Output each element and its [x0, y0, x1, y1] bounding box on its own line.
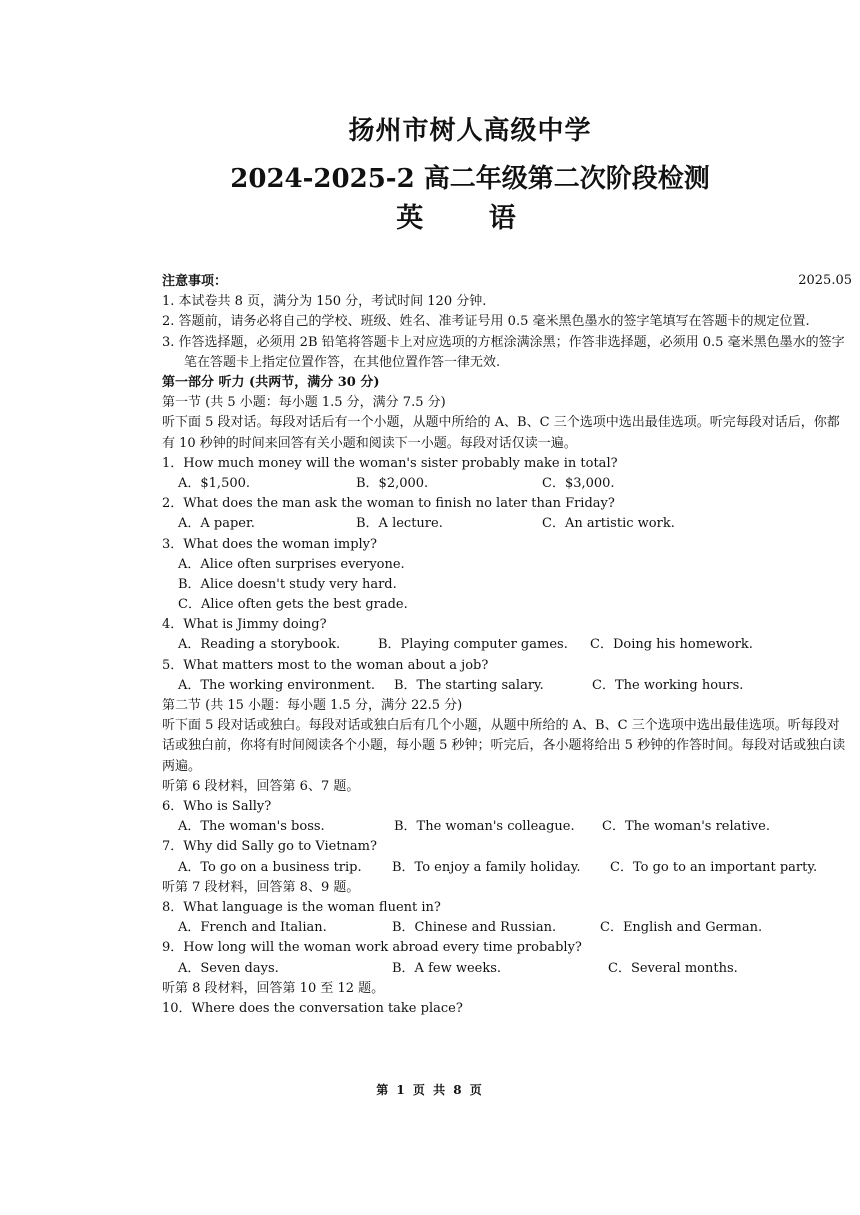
question-7: 7．Why did Sally go to Vietnam?	[162, 839, 377, 855]
exam-title: 2024-2025-2 高二年级第二次阶段检测	[230, 164, 710, 194]
material-6-note: 听第 6 段材料，回答第 6、7 题。	[162, 778, 360, 794]
question-9-options	[162, 959, 852, 979]
question-3-option-c: C．Alice often gets the best grade.	[178, 597, 408, 613]
section2-instructions: 听下面 5 段对话或独白。每段对话或独白后有几个小题，从题中所给的 A、B、C 三个选项中选出最佳选项。听每段对话或独白前，你将有时间阅读各个小题，每小题 5 秒钟；听完后，各小题将给出 5 秒钟的作答时间。每段对话或独白读两遍。	[162, 718, 846, 774]
question-6: 6．Who is Sally?	[162, 799, 272, 814]
option-b: B．The starting salary.	[394, 677, 544, 693]
option-a: A．$1,500.	[178, 475, 251, 491]
option-b: B．A lecture.	[356, 516, 443, 532]
question-2: 2．What does the man ask the woman to finish no later than Friday?	[162, 496, 615, 512]
option-c: C．The woman's relative.	[602, 819, 770, 835]
question-4-options	[162, 635, 852, 655]
question-4: 4．What is Jimmy doing?	[162, 617, 327, 633]
option-b: B．Chinese and Russian.	[392, 920, 557, 936]
school-name: 扬州市树人高级中学	[348, 116, 592, 146]
question-5-options	[162, 676, 852, 696]
question-3: 3．What does the woman imply?	[162, 536, 377, 552]
part1-title: 第一部分 听力 (共两节，满分 30 分)	[162, 374, 380, 390]
option-c: C．The working hours.	[592, 677, 744, 693]
material-7-note: 听第 7 段材料，回答第 8、9 题。	[162, 879, 360, 895]
question-8: 8．What language is the woman fluent in?	[162, 899, 441, 915]
option-a: A．Seven days.	[178, 960, 279, 976]
section1-title: 第一节 (共 5 小题：每小题 1.5 分，满分 7.5 分)	[162, 395, 446, 411]
option-b: B．The woman's colleague.	[394, 819, 575, 835]
notice-item-1: 1. 本试卷共 8 页，满分为 150 分，考试时间 120 分钟.	[162, 294, 487, 310]
notice-item-2: 2. 答题前，请务必将自己的学校、班级、姓名、准考证号用 0.5 毫米黑色墨水的签字笔填写在答题卡的规定位置.	[162, 314, 810, 330]
notice-item-3: 3. 作答选择题，必须用 2B 铅笔将答题卡上对应选项的方框涂满涂黑；作答非选择题，必须用 0.5 毫米黑色墨水的签字笔在答题卡上指定位置作答，在其他位置作答一律无效.	[162, 334, 845, 370]
option-b: B．Playing computer games.	[378, 637, 568, 653]
option-b: B．$2,000.	[356, 475, 429, 491]
question-8-options	[162, 918, 852, 938]
option-c: C．English and German.	[600, 920, 763, 936]
option-b: B．To enjoy a family holiday.	[392, 859, 581, 875]
subject-title: 英 语	[396, 203, 544, 234]
option-b: B．A few weeks.	[392, 960, 502, 976]
question-10: 10．Where does the conversation take place?	[162, 1000, 463, 1016]
question-2-options	[162, 514, 852, 534]
question-6-options	[162, 817, 852, 837]
question-3-option-a: A．Alice often surprises everyone.	[178, 556, 405, 572]
option-c: C．Doing his homework.	[590, 637, 753, 653]
page-footer: 第 1 页 共 8 页	[376, 1083, 484, 1097]
option-a: A．A paper.	[178, 516, 255, 532]
question-3-option-b: B．Alice doesn't study very hard.	[178, 576, 397, 592]
question-1: 1．How much money will the woman's sister probably make in total?	[162, 455, 618, 471]
exam-body	[162, 272, 852, 1019]
option-c: C．Several months.	[608, 960, 738, 976]
option-c: C．An artistic work.	[542, 516, 675, 532]
option-a: A．The working environment.	[178, 677, 376, 693]
section2-title: 第二节 (共 15 小题：每小题 1.5 分，满分 22.5 分)	[162, 698, 463, 714]
question-1-options	[162, 474, 852, 494]
question-9: 9．How long will the woman work abroad every time probably?	[162, 940, 582, 956]
notice-title: 注意事项：	[162, 274, 228, 289]
section1-instructions: 听下面 5 段对话。每段对话后有一个小题，从题中所给的 A、B、C 三个选项中选出最佳选项。听完每段对话后，你都有 10 秒钟的时间来回答有关小题和阅读下一小题。每段对话仅读一遍。	[162, 415, 840, 451]
option-c: C．$3,000.	[542, 475, 615, 491]
option-a: A．The woman's boss.	[178, 819, 325, 835]
option-c: C．To go to an important party.	[610, 859, 818, 875]
option-a: A．Reading a storybook.	[178, 637, 341, 653]
exam-date: 2025.05	[798, 273, 852, 288]
option-a: A．To go on a business trip.	[178, 859, 362, 875]
material-8-note: 听第 8 段材料，回答第 10 至 12 题。	[162, 980, 385, 996]
question-5: 5．What matters most to the woman about a job?	[162, 657, 489, 673]
question-7-options	[162, 858, 852, 878]
option-a: A．French and Italian.	[178, 920, 327, 936]
